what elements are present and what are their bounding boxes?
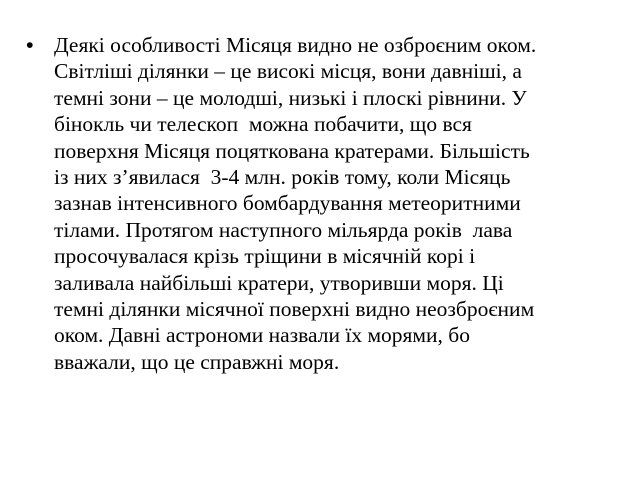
paragraph-line-9: просочувалася крізь тріщини в місячній корі і	[54, 244, 476, 269]
paragraph-line-2: Світліші ділянки – це високі місця, вони давніші, а	[54, 59, 522, 84]
paragraph-line-10: заливала найбільші кратери, утворивши моря. Ці	[54, 270, 504, 295]
paragraph-line-8: тілами. Протягом наступного мільярда років лава	[54, 217, 513, 242]
bullet-icon: •	[26, 33, 34, 57]
bullet-item	[26, 32, 626, 375]
paragraph-line-3: темні зони – це молодші, низькі і плоскі рівнини. У	[54, 85, 527, 110]
paragraph-line-6: із них з’явилася 3-4 млн. років тому, коли Місяць	[54, 165, 511, 190]
paragraph-text	[54, 32, 626, 375]
paragraph-line-4: бінокль чи телескоп можна побачити, що вся	[54, 112, 472, 137]
paragraph-line-13: вважали, що це справжні моря.	[54, 349, 340, 374]
paragraph-line-7: зазнав інтенсивного бомбардування метеоритними	[54, 191, 521, 216]
paragraph-line-12: оком. Давні астрономи назвали їх морями, бо	[54, 323, 470, 348]
paragraph-line-5: поверхня Місяця поцяткована кратерами. Більшість	[54, 138, 530, 163]
paragraph-line-11: темні ділянки місячної поверхні видно неозброєним	[54, 297, 535, 322]
bullet-list	[26, 32, 626, 375]
paragraph-line-1: Деякі особливості Місяця видно не озброєним оком.	[54, 33, 537, 57]
